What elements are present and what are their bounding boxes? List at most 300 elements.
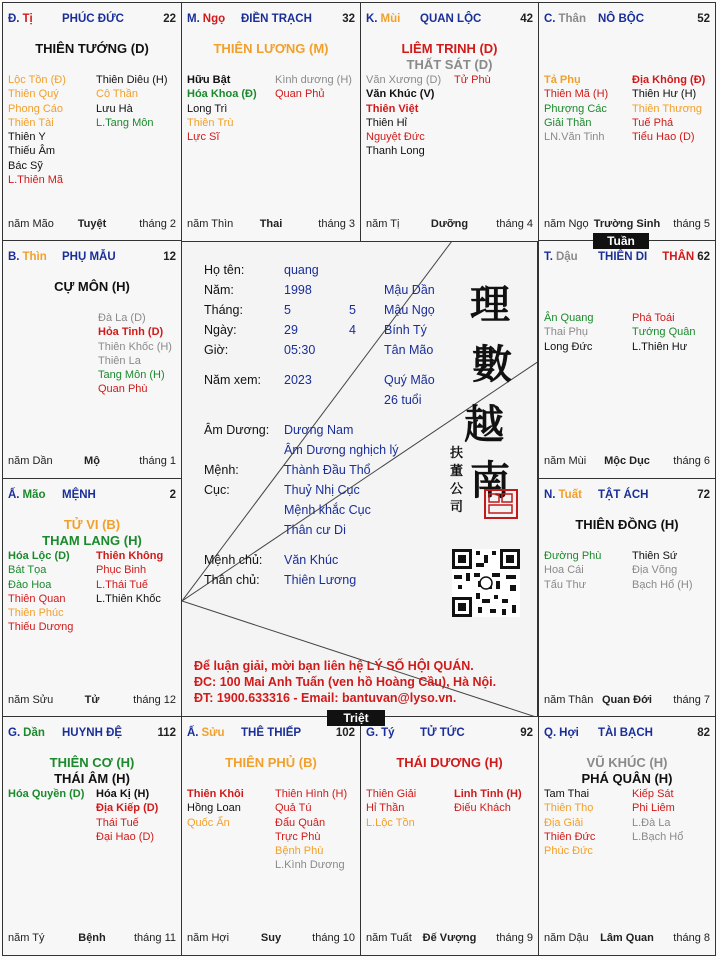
star-item: Tả Phụ (544, 74, 581, 86)
main-star: CỰ MÔN (H) (54, 279, 130, 294)
main-star: THÁI ÂM (H) (54, 771, 130, 786)
palace-footer (187, 218, 355, 232)
amduong-note: Âm Dương nghịch lý (284, 443, 399, 457)
year-canchi: Mậu Dần (384, 283, 435, 297)
palace-name: TÀI BẠCH (598, 727, 653, 739)
right-stars-column (275, 73, 352, 102)
star-item: Bệnh Phù (275, 845, 324, 858)
thanchu-label: Thân chủ: (204, 573, 260, 587)
branch-name: Ngọ (202, 13, 226, 25)
day-label: Ngày: (204, 323, 237, 337)
main-star: THAM LANG (H) (42, 533, 142, 548)
star-item: L.Lộc Tồn (366, 816, 415, 829)
palace-number: 72 (697, 489, 710, 501)
main-star: THIÊN PHỦ (B) (225, 755, 317, 770)
star-item: L.Thiên Hư (632, 340, 688, 353)
branch-stem: N. (544, 489, 556, 501)
left-stars-column (187, 787, 244, 830)
star-item: Thiên Không (96, 550, 164, 562)
branch-stem: G. (366, 727, 379, 739)
branch-name: Dậu (555, 251, 578, 263)
star-item: L.Thái Tuế (96, 578, 148, 591)
palace-number: 12 (163, 251, 176, 263)
qr-code (452, 549, 520, 617)
contact-line-1: Để luận giải, mời bạn liên hệ LÝ SỐ HỘI QUÁN. (194, 659, 474, 673)
contact-phone-email: ĐT: 1900.633316 - Email: bantuvan@lyso.vn. (194, 691, 457, 705)
amduong-value: Dương Nam (284, 423, 354, 437)
star-item: Lực Sĩ (187, 131, 220, 144)
star-item: Thiên La (98, 354, 141, 367)
calligraphy-small-4: 司 (450, 500, 464, 515)
branch-name: Thân (558, 13, 586, 25)
star-item: L.Thiên Khốc (96, 592, 161, 605)
star-item: Phúc Đức (544, 845, 593, 858)
hour-value: 05:30 (284, 343, 316, 357)
palace-cell-than (538, 2, 716, 242)
contact-address: ĐC: 100 Mai Anh Tuấn (ven hồ Hoàng Cầu), Hà Nội. (194, 675, 497, 689)
branch-stem: M. (187, 13, 200, 25)
palace-footer (544, 218, 710, 232)
star-item: Thiên Y (8, 131, 46, 144)
star-item: Hữu Bật (187, 74, 231, 86)
footer-stage: Mộ (84, 455, 100, 467)
star-item: Thiên Hình (H) (275, 788, 348, 800)
right-stars-column (632, 549, 693, 592)
palace-header (544, 251, 710, 265)
right-stars-column (632, 787, 683, 844)
star-item: Hóa Lộc (D) (8, 550, 70, 562)
branch-stem: Ấ. (8, 489, 20, 501)
palace-header (544, 727, 710, 741)
star-item: Hóa Khoa (Đ) (187, 88, 257, 101)
calligraphy-char-3: 越 (464, 401, 504, 448)
star-item: Linh Tinh (H) (454, 788, 522, 800)
star-item: Đào Hoa (8, 578, 52, 591)
calligraphy-small-column (450, 445, 466, 517)
palace-cell-tuat (538, 478, 716, 718)
star-item: Thiên Khốc (H) (98, 340, 172, 353)
palace-header (187, 727, 355, 741)
right-stars-column (454, 787, 522, 816)
branch-name: Tuất (558, 489, 582, 501)
palace-cell-mui (360, 2, 539, 242)
footer-month: tháng 11 (133, 932, 176, 944)
star-item: Đẩu Quân (275, 816, 326, 829)
than-position: Thân cư Di (284, 523, 346, 537)
star-item: Tiểu Hao (D) (632, 131, 695, 144)
palace-name: NÔ BỘC (598, 13, 644, 25)
star-item: Đại Hao (D) (96, 830, 155, 843)
calligraphy-small-3: 公 (450, 482, 464, 497)
footer-year: năm Dần (8, 455, 53, 467)
palace-footer (544, 932, 710, 946)
palace-branch (544, 251, 578, 263)
branch-stem: Đ. (8, 13, 20, 25)
footer-stage: Tử (84, 694, 100, 706)
star-item: Địa Không (Đ) (632, 74, 706, 86)
day-solar: 29 (284, 323, 298, 337)
branch-stem: T. (544, 251, 553, 263)
star-item: Lưu Hà (96, 102, 133, 115)
amduong-label: Âm Dương: (204, 423, 270, 437)
palace-header (8, 251, 176, 265)
footer-year: năm Tuất (366, 932, 412, 944)
palace-branch (8, 13, 33, 25)
main-star: THIÊN TƯỚNG (D) (35, 41, 149, 56)
star-item: Thiên Giải (366, 788, 417, 800)
view-year-canchi: Quý Mão (384, 373, 435, 387)
main-star: VŨ KHÚC (H) (586, 755, 668, 770)
right-stars-column (96, 549, 163, 606)
star-item: Cô Thần (96, 88, 138, 101)
footer-month: tháng 7 (673, 694, 710, 706)
hour-canchi: Tân Mão (384, 343, 434, 357)
year-value: 1998 (284, 283, 312, 297)
palace-number: 92 (520, 727, 533, 739)
star-item: Bát Tọa (8, 564, 47, 577)
palace-footer (544, 694, 710, 708)
day-lunar: 4 (349, 323, 356, 337)
footer-stage: Thai (259, 218, 283, 230)
branch-name: Sửu (201, 727, 225, 739)
left-stars-column (544, 311, 594, 354)
branch-stem: K. (366, 13, 378, 25)
left-stars-column (187, 73, 257, 144)
main-star: TỬ VI (B) (63, 517, 121, 532)
star-item: Điếu Khách (454, 802, 511, 815)
palace-number: 112 (157, 727, 176, 739)
footer-year: năm Hợi (187, 932, 230, 944)
branch-name: Mùi (380, 13, 401, 25)
star-item: Địa Kiếp (D) (96, 802, 159, 815)
palace-number: 2 (169, 489, 176, 501)
footer-month: tháng 9 (496, 932, 533, 944)
main-star: PHÁ QUÂN (H) (581, 771, 673, 786)
name-value: quang (284, 263, 319, 277)
star-item: Thiên Diêu (H) (96, 74, 168, 86)
star-item: Thanh Long (366, 145, 425, 158)
main-star: THẤT SÁT (D) (406, 57, 493, 72)
star-item: Thiên Phúc (8, 607, 64, 620)
star-item: Tam Thai (544, 788, 590, 800)
star-item: L.Bạch Hổ (632, 830, 684, 843)
right-stars-column (275, 787, 347, 873)
month-canchi: Mậu Ngọ (384, 303, 435, 317)
star-item: Văn Khúc (V) (366, 88, 435, 101)
branch-stem: Q. (544, 727, 557, 739)
cuc-relation: Mệnh khắc Cục (284, 503, 371, 517)
star-item: Phượng Các (544, 102, 607, 115)
left-stars-column (8, 787, 84, 801)
branch-stem: C. (544, 13, 556, 25)
star-item: Hỏa Tinh (D) (98, 326, 164, 339)
footer-year: năm Tý (8, 932, 45, 944)
star-item: L.Kình Dương (275, 859, 345, 872)
branch-name: Tý (381, 727, 395, 739)
star-item: Hoa Cái (544, 564, 584, 577)
star-item: Thiên Quý (8, 88, 59, 101)
footer-stage: Tuyệt (77, 218, 107, 230)
palace-branch (366, 13, 400, 25)
star-item: Trực Phù (275, 830, 321, 843)
star-item: Thiên Hư (H) (632, 88, 697, 101)
palace-name: PHÚC ĐỨC (62, 13, 124, 25)
palace-header (8, 727, 176, 741)
palace-number: 32 (342, 13, 355, 25)
age-value: 26 tuổi (384, 393, 422, 407)
star-item: Hóa Kị (H) (96, 788, 150, 800)
star-item: Đà La (D) (98, 312, 146, 324)
star-item: L.Thiên Mã (8, 174, 64, 187)
footer-year: năm Ngọ (544, 218, 589, 230)
footer-year: năm Sửu (8, 694, 54, 706)
footer-month: tháng 4 (496, 218, 533, 230)
month-lunar: 5 (349, 303, 356, 317)
star-item: Địa Võng (632, 564, 678, 577)
month-label: Tháng: (204, 303, 243, 317)
star-item: L.Tang Môn (96, 116, 154, 129)
left-stars-column (544, 73, 608, 144)
main-star: THIÊN CƠ (H) (49, 755, 135, 770)
palace-footer (366, 932, 533, 946)
star-item: Thiếu Âm (8, 145, 56, 158)
branch-name: Tị (22, 13, 33, 25)
triet-marker: Triệt (327, 710, 385, 726)
star-item: Tướng Quân (632, 326, 696, 339)
palace-branch (8, 727, 45, 739)
menh-label: Mệnh: (204, 463, 239, 477)
palace-cell-dau (538, 240, 716, 479)
center-info-panel (181, 240, 538, 717)
star-item: Thiên Thọ (544, 802, 594, 815)
palace-cell-thin (2, 240, 182, 479)
footer-stage: Đế Vượng (422, 932, 477, 944)
calligraphy-char-4: 南 (470, 457, 510, 504)
footer-month: tháng 2 (139, 218, 176, 230)
palace-footer (8, 218, 176, 232)
palace-number: 22 (163, 13, 176, 25)
star-item: Thiên Việt (366, 102, 419, 115)
footer-stage: Bệnh (78, 932, 106, 944)
footer-month: tháng 10 (312, 932, 355, 944)
cuc-label: Cục: (204, 483, 230, 497)
footer-month: tháng 12 (133, 694, 176, 706)
calligraphy-char-1: 理 (470, 281, 510, 328)
star-item: Thiên Trù (187, 116, 234, 129)
left-stars-column (544, 549, 601, 592)
branch-stem: Ấ. (187, 727, 199, 739)
star-item: L.Đà La (632, 816, 671, 829)
palace-number (662, 251, 710, 263)
footer-year: năm Thân (544, 694, 594, 706)
calligraphy-small-2: 董 (450, 464, 464, 479)
footer-month: tháng 6 (673, 455, 710, 467)
star-item: Bạch Hổ (H) (632, 578, 693, 591)
star-item: Thái Tuế (96, 816, 139, 829)
palace-cell-ty (360, 716, 539, 956)
star-item: Hỉ Thần (366, 802, 405, 815)
palace-name: HUYNH ĐỆ (62, 727, 123, 739)
star-item: Tuế Phá (632, 116, 674, 129)
palace-header (366, 13, 533, 27)
palace-cell-suu (181, 716, 361, 956)
footer-stage: Quan Đới (602, 694, 652, 706)
thanchu-value: Thiên Lương (284, 573, 357, 587)
palace-name: ĐIỀN TRẠCH (241, 13, 312, 25)
star-item: Thiên Khôi (187, 788, 244, 800)
palace-cell-ti (2, 2, 182, 242)
palace-header (544, 489, 710, 503)
palace-footer (544, 455, 710, 469)
star-item: Giải Thần (544, 116, 592, 129)
month-solar: 5 (284, 303, 291, 317)
star-item: Văn Xương (D) (366, 74, 442, 86)
palace-footer (8, 694, 176, 708)
star-item: Thiên Hỉ (366, 116, 407, 129)
star-item: Thiên Quan (8, 592, 66, 605)
right-stars-column (632, 73, 705, 144)
star-item: Kình dương (H) (275, 74, 352, 86)
hour-label: Giờ: (204, 343, 229, 357)
right-stars-column (96, 73, 168, 130)
left-stars-column (8, 549, 73, 635)
name-label: Họ tên: (204, 263, 245, 277)
right-stars-column (632, 311, 696, 354)
left-stars-column (366, 73, 441, 159)
star-item: Kiếp Sát (632, 788, 674, 800)
star-item: Đường Phù (544, 550, 602, 562)
star-item: Thiếu Dương (8, 621, 74, 634)
palace-number: 42 (520, 13, 533, 25)
left-stars-column (8, 73, 66, 187)
star-item: Tang Môn (H) (98, 369, 165, 382)
menhchu-label: Mệnh chủ: (204, 553, 263, 567)
palace-header (544, 13, 710, 27)
left-stars-column (366, 787, 416, 830)
palace-name: PHỤ MẪU (62, 251, 116, 263)
branch-name: Thìn (22, 251, 47, 263)
palace-cell-dan (2, 716, 182, 956)
palace-footer (8, 455, 176, 469)
palace-name: THIÊN DI (598, 251, 648, 263)
footer-year: năm Mùi (544, 455, 587, 467)
palace-cell-hoi (538, 716, 716, 956)
calligraphy-small-1: 扶 (450, 446, 464, 461)
palace-header (8, 13, 176, 27)
footer-year: năm Thìn (187, 218, 234, 230)
star-item: Ân Quang (544, 312, 594, 324)
footer-year: năm Tị (366, 218, 400, 230)
main-star: THIÊN LƯƠNG (M) (213, 41, 329, 56)
palace-cell-ngo (181, 2, 361, 242)
palace-branch (187, 727, 225, 739)
than-marker: THÂN (662, 251, 695, 263)
star-item: Thiên Tài (8, 116, 54, 129)
star-item: Thiên Sứ (632, 550, 678, 562)
palace-name: TỬ TỨC (420, 727, 465, 739)
footer-stage: Mộc Dục (604, 455, 650, 467)
branch-stem: G. (8, 727, 21, 739)
palace-branch (366, 727, 395, 739)
main-star: THÁI DƯƠNG (H) (396, 755, 503, 770)
palace-header (187, 13, 355, 27)
footer-month: tháng 3 (318, 218, 355, 230)
main-star: THIÊN ĐỒNG (H) (575, 517, 679, 532)
star-item: Phong Cáo (8, 102, 64, 115)
palace-name: THÊ THIẾP (241, 727, 302, 739)
palace-header (8, 489, 176, 503)
star-item: Địa Giải (544, 816, 584, 829)
footer-stage: Suy (260, 932, 282, 944)
palace-branch (8, 251, 47, 263)
footer-stage: Trường Sinh (593, 218, 661, 230)
footer-month: tháng 5 (673, 218, 710, 230)
footer-month: tháng 8 (673, 932, 710, 944)
star-item: Thai Phụ (544, 326, 589, 339)
palace-header (366, 727, 533, 741)
view-year-value: 2023 (284, 373, 312, 387)
palace-name: QUAN LỘC (420, 13, 482, 25)
right-stars-column (98, 311, 172, 397)
star-item: Tấu Thư (544, 578, 587, 591)
palace-branch (544, 13, 586, 25)
branch-name: Mão (22, 489, 46, 501)
palace-branch (8, 489, 46, 501)
year-label: Năm: (204, 283, 234, 297)
footer-month: tháng 1 (139, 455, 176, 467)
star-item: Bác Sỹ (8, 159, 43, 172)
palace-number-value: 62 (697, 251, 710, 263)
star-item: Lộc Tồn (Đ) (8, 74, 66, 86)
branch-name: Hợi (559, 727, 579, 739)
footer-stage: Lâm Quan (600, 932, 654, 944)
star-item: Phá Toái (632, 312, 675, 324)
palace-number: 82 (697, 727, 710, 739)
view-year-label: Năm xem: (204, 373, 261, 387)
main-star: LIÊM TRINH (D) (401, 41, 498, 56)
right-stars-column (96, 787, 158, 844)
star-item: Phi Liêm (632, 802, 675, 815)
branch-name: Dần (23, 727, 45, 739)
footer-year: năm Dậu (544, 932, 589, 944)
star-item: Thiên Thương (632, 102, 703, 115)
star-item: Nguyệt Đức (366, 131, 425, 144)
left-stars-column (544, 787, 595, 858)
cuc-value: Thuỷ Nhị Cục (284, 483, 360, 497)
tuan-marker: Tuần (593, 233, 649, 249)
day-canchi: Bính Tý (384, 323, 427, 337)
red-seal-stamp (484, 489, 518, 519)
star-item: Hồng Loan (187, 802, 241, 815)
star-item: Long Đức (544, 340, 593, 353)
palace-cell-mao (2, 478, 182, 718)
star-item: Quốc Ấn (187, 816, 230, 829)
palace-branch (187, 13, 225, 25)
palace-footer (366, 218, 533, 232)
palace-branch (544, 727, 579, 739)
star-item: LN.Văn Tinh (544, 131, 605, 144)
star-item: Tử Phù (454, 74, 491, 86)
star-item: Quan Phù (98, 383, 148, 396)
star-item: Hóa Quyền (D) (8, 788, 85, 800)
star-item: Thiên Đức (544, 830, 596, 843)
footer-stage: Dưỡng (430, 218, 469, 230)
palace-name: MỆNH (62, 489, 96, 501)
footer-year: năm Mão (8, 218, 54, 230)
palace-number: 102 (335, 727, 355, 739)
star-item: Phục Binh (96, 564, 147, 577)
right-stars-column (454, 73, 491, 87)
